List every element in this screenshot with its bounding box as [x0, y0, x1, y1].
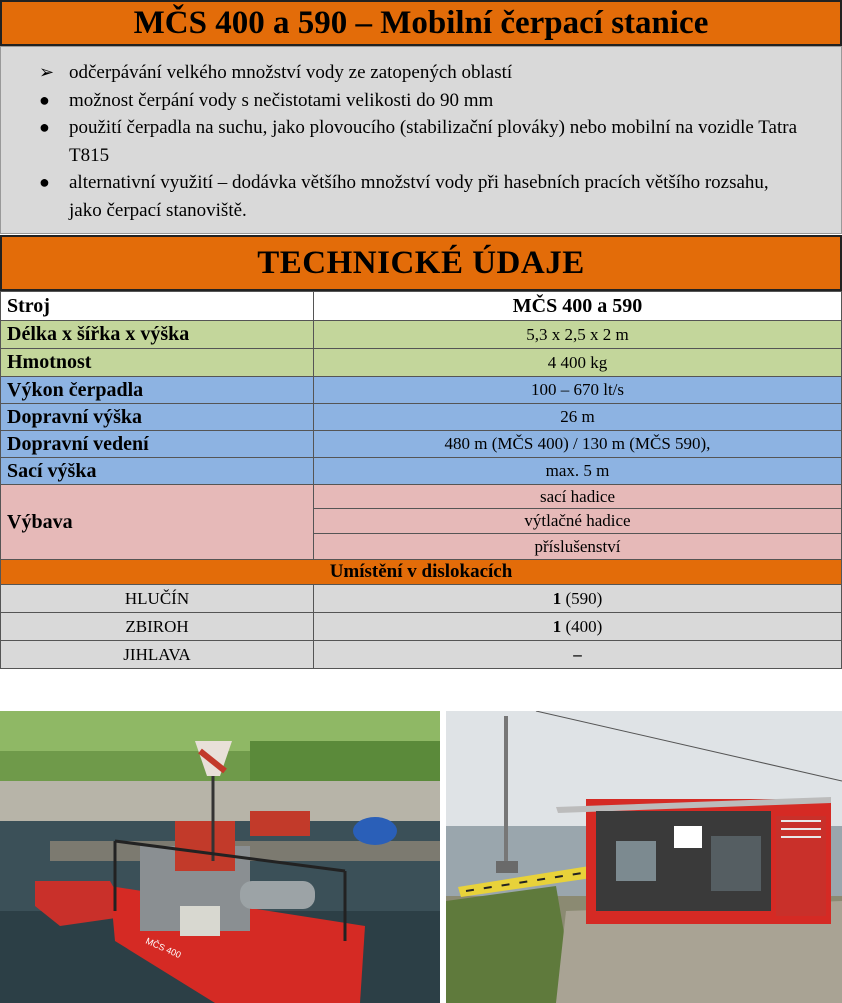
- table-row: [1, 641, 842, 669]
- intro-item-text: odčerpávání velkého množství vody ze zatopených oblastí: [69, 62, 513, 83]
- intro-item-text: možnost čerpání vody s nečistotami velikosti do 90 mm: [69, 89, 494, 111]
- locations-header-row: [1, 560, 842, 585]
- table-row: [1, 585, 842, 613]
- location-place: JIHLAVA: [1, 641, 314, 669]
- spec-label: Hmotnost: [1, 349, 314, 377]
- boat-label: MČS 400: [144, 935, 183, 961]
- intro-item: [1, 59, 841, 87]
- spec-label: Dopravní vedení: [1, 431, 314, 458]
- table-row: [1, 349, 842, 377]
- spec-label: Dopravní výška: [1, 404, 314, 431]
- spec-value: 5,3 x 2,5 x 2 m: [314, 321, 842, 349]
- spec-label: Sací výška: [1, 458, 314, 485]
- floating-pump-photo: [0, 711, 440, 1003]
- intro-item-text: alternativní využití – dodávka většího množství vody při hasebních pracích většího rozsahu, jako čerpací stanoviště.: [69, 172, 769, 221]
- table-row: [1, 613, 842, 641]
- dot-bullet-icon: ●: [39, 89, 50, 110]
- intro-item: [1, 87, 841, 115]
- location-place: HLUČÍN: [1, 585, 314, 613]
- spec-value: max. 5 m: [314, 458, 842, 485]
- dot-bullet-icon: ●: [39, 172, 50, 192]
- container-pump-photo: [446, 711, 842, 1003]
- table-row: [1, 458, 842, 485]
- spec-value: 100 – 670 lt/s: [314, 377, 842, 404]
- table-row: [1, 431, 842, 458]
- spec-label: Výbava: [1, 485, 314, 560]
- location-note: (400): [561, 616, 603, 636]
- table-row: [1, 485, 842, 509]
- location-count: 1: [552, 588, 562, 608]
- vybava-item: výtlačné hadice: [314, 509, 842, 534]
- vybava-item: sací hadice: [314, 485, 842, 509]
- intro-item-text: použití čerpadla na suchu, jako plovoucího (stabilizační plováky) nebo mobilní na vozidle Tatra T815: [69, 117, 798, 166]
- intro-item: [1, 114, 841, 169]
- location-note: (590): [561, 588, 603, 608]
- vybava-item: příslušenství: [314, 534, 842, 560]
- location-count: –: [573, 644, 582, 664]
- specs-table: [0, 291, 842, 669]
- intro-item: [1, 169, 841, 224]
- section-title: TECHNICKÉ ÚDAJE: [0, 235, 842, 291]
- spec-value: 4 400 kg: [314, 349, 842, 377]
- intro-list: [0, 46, 842, 234]
- table-header-row: [1, 292, 842, 321]
- table-row: [1, 377, 842, 404]
- spec-value: MČS 400 a 590: [314, 292, 842, 321]
- location-count: 1: [552, 616, 562, 636]
- table-row: [1, 404, 842, 431]
- spec-label: Výkon čerpadla: [1, 377, 314, 404]
- page-title: MČS 400 a 590 – Mobilní čerpací stanice: [0, 0, 842, 46]
- location-place: ZBIROH: [1, 613, 314, 641]
- arrow-bullet-icon: ➢: [39, 62, 55, 82]
- spec-label: Délka x šířka x výška: [1, 321, 314, 349]
- dot-bullet-icon: ●: [39, 117, 50, 137]
- spec-label: Stroj: [1, 292, 314, 321]
- table-row: [1, 321, 842, 349]
- spec-value: 26 m: [314, 404, 842, 431]
- spec-value: 480 m (MČS 400) / 130 m (MČS 590),: [314, 431, 842, 458]
- locations-title: Umístění v dislokacích: [1, 560, 842, 585]
